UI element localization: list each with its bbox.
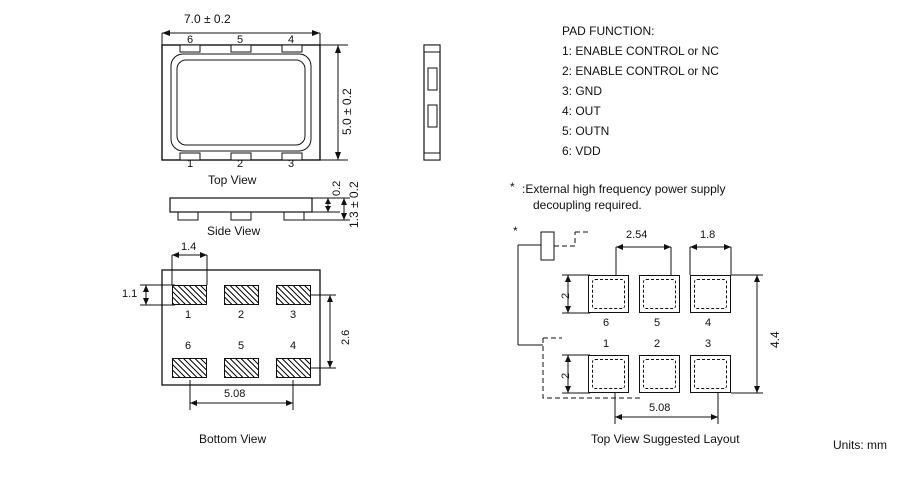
layout-pin-4: 4 [705,317,712,329]
top-view-title: Top View [208,173,257,187]
pad-function-item-4: 4: OUT [562,104,601,118]
layout-view-title: Top View Suggested Layout [591,432,740,446]
layout-pin-2: 2 [654,338,661,350]
bottom-view-pad-2 [224,285,259,305]
bottom-view-pad-1 [172,285,207,305]
layout-marker-asterisk: * [513,224,518,238]
bottom-view-pin-1: 1 [185,309,192,321]
pad-function-title: PAD FUNCTION: [562,24,655,38]
top-view-width-dim: 7.0 ± 0.2 [184,12,231,26]
layout-span-x-dim: 5.08 [649,402,671,414]
bottom-view-title: Bottom View [199,432,267,446]
layout-pin-3: 3 [705,338,712,350]
top-view-pin-5: 5 [237,34,244,46]
bottom-view-pad-height-dim: 1.1 [122,288,138,300]
layout-pin-6: 6 [603,317,610,329]
pad-function-item-3: 3: GND [562,84,603,98]
footnote-marker: * [510,180,515,194]
bottom-view-pitch-x-dim: 5.08 [224,388,246,400]
layout-pitch-x-dim: 2.54 [626,229,648,241]
pad-function-item-1: 1: ENABLE CONTROL or NC [562,44,719,58]
bottom-view-pin-6: 6 [185,340,192,352]
top-view-pin-3: 3 [288,158,295,170]
bottom-view-pin-3: 3 [290,309,297,321]
pad-function-item-6: 6: VDD [562,144,601,158]
layout-pin-1: 1 [603,338,610,350]
top-view-height-dim: 5.0 ± 0.2 [340,88,354,135]
bottom-view-pad-4 [276,358,311,378]
layout-pin-5: 5 [654,317,661,329]
layout-span-y-dim: 4.4 [768,331,782,348]
bottom-view-pin-2: 2 [238,309,245,321]
side-view-thickness-dim: 1.3 ± 0.2 [347,181,361,228]
bottom-view-pad-5 [224,358,259,378]
units-note: Units: mm [833,438,887,452]
layout-pad-height-bottom-dim: 2 [560,372,572,379]
top-view-pin-4: 4 [288,34,295,46]
top-view-pin-2: 2 [237,158,244,170]
bottom-view-pad-width-dim: 1.4 [181,241,197,253]
bottom-view-pad-6 [172,358,207,378]
bottom-view-pitch-y-dim: 2.6 [340,329,352,345]
layout-pad-width-dim: 1.8 [700,229,716,241]
layout-pad-3 [690,355,731,393]
pad-function-item-2: 2: ENABLE CONTROL or NC [562,64,719,78]
footnote-line-2: decoupling required. [533,198,642,212]
footnote-line-1: :External high frequency power supply [522,182,726,196]
layout-pad-4 [690,275,731,313]
side-view-tolerance-dim: 0.2 [331,180,343,196]
pad-function-item-5: 5: OUTN [562,124,610,138]
bottom-view-pin-5: 5 [238,340,245,352]
bottom-view-pin-4: 4 [290,340,297,352]
side-view-title: Side View [207,224,261,238]
bottom-view-pad-3 [276,285,311,305]
layout-pad-5 [639,275,680,313]
layout-pad-6 [588,275,629,313]
layout-pad-height-top-dim: 2 [560,292,572,299]
layout-pad-1 [588,355,629,393]
top-view-pin-1: 1 [187,158,194,170]
layout-pad-2 [639,355,680,393]
top-view-pin-6: 6 [187,34,194,46]
